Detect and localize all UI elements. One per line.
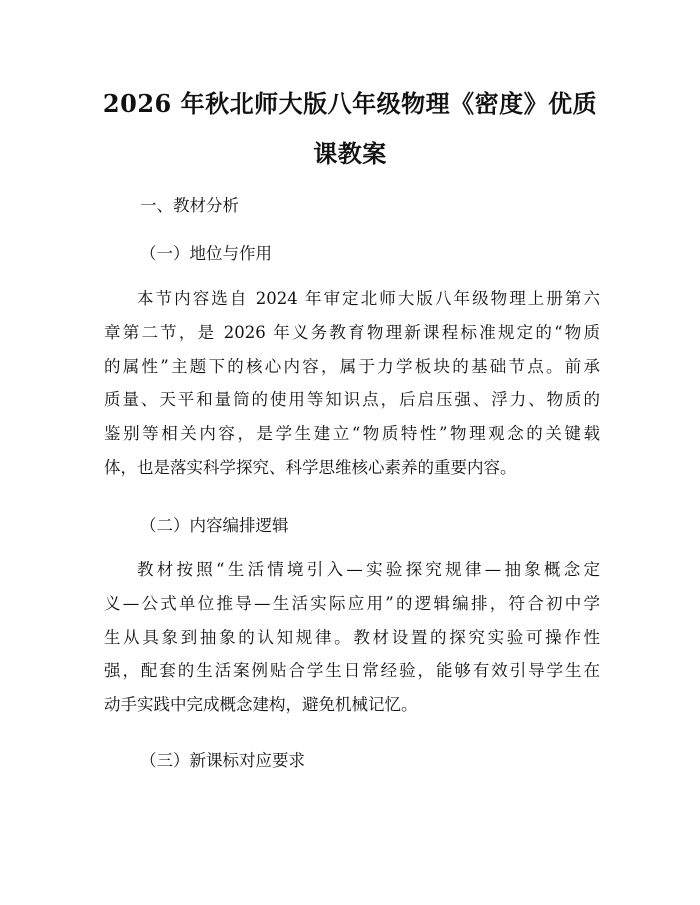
- paragraph-line: 体，也是落实科学探究、科学思维核心素养的重要内容。: [104, 457, 517, 477]
- paragraph-line: 质量、天平和量筒的使用等知识点，后启压强、浮力、物质的: [104, 390, 600, 410]
- section-heading-textbook-analysis: 一、教材分析: [140, 196, 239, 215]
- paragraph-content-logic: [104, 553, 600, 722]
- paragraph-line: 义—公式单位推导—生活实际应用”的逻辑编排，符合初中学: [104, 593, 600, 613]
- paragraph-line: 生从具象到抽象的认知规律。教材设置的探究实验可操作性: [104, 627, 600, 647]
- paragraph-line: 教材按照“生活情境引入—实验探究规律—抽象概念定: [137, 560, 600, 579]
- paragraph-position-role: [104, 282, 600, 485]
- subsection-heading-position-role: （一）地位与作用: [140, 244, 272, 263]
- paragraph-line: 强，配套的生活案例贴合学生日常经验，能够有效引导学生在: [104, 661, 600, 681]
- subsection-heading-content-logic: （二）内容编排逻辑: [140, 516, 289, 535]
- paragraph-line: 动手实践中完成概念建构，避免机械记忆。: [104, 695, 418, 715]
- paragraph-line: 的属性”主题下的核心内容，属于力学板块的基础节点。前承: [104, 356, 600, 376]
- subsection-heading-curriculum-requirements: （三）新课标对应要求: [140, 751, 305, 770]
- paragraph-line: 鉴别等相关内容，是学生建立“物质特性”物理观念的关键载: [104, 424, 600, 444]
- paragraph-line: 章第二节，是 2026 年义务教育物理新课程标准规定的“物质: [104, 322, 600, 342]
- paragraph-line: 本节内容选自 2024 年审定北师大版八年级物理上册第六: [137, 289, 600, 308]
- document-title-line-2: 课教案: [313, 139, 387, 168]
- document-title-line-1: 2026 年秋北师大版八年级物理《密度》优质: [102, 89, 598, 118]
